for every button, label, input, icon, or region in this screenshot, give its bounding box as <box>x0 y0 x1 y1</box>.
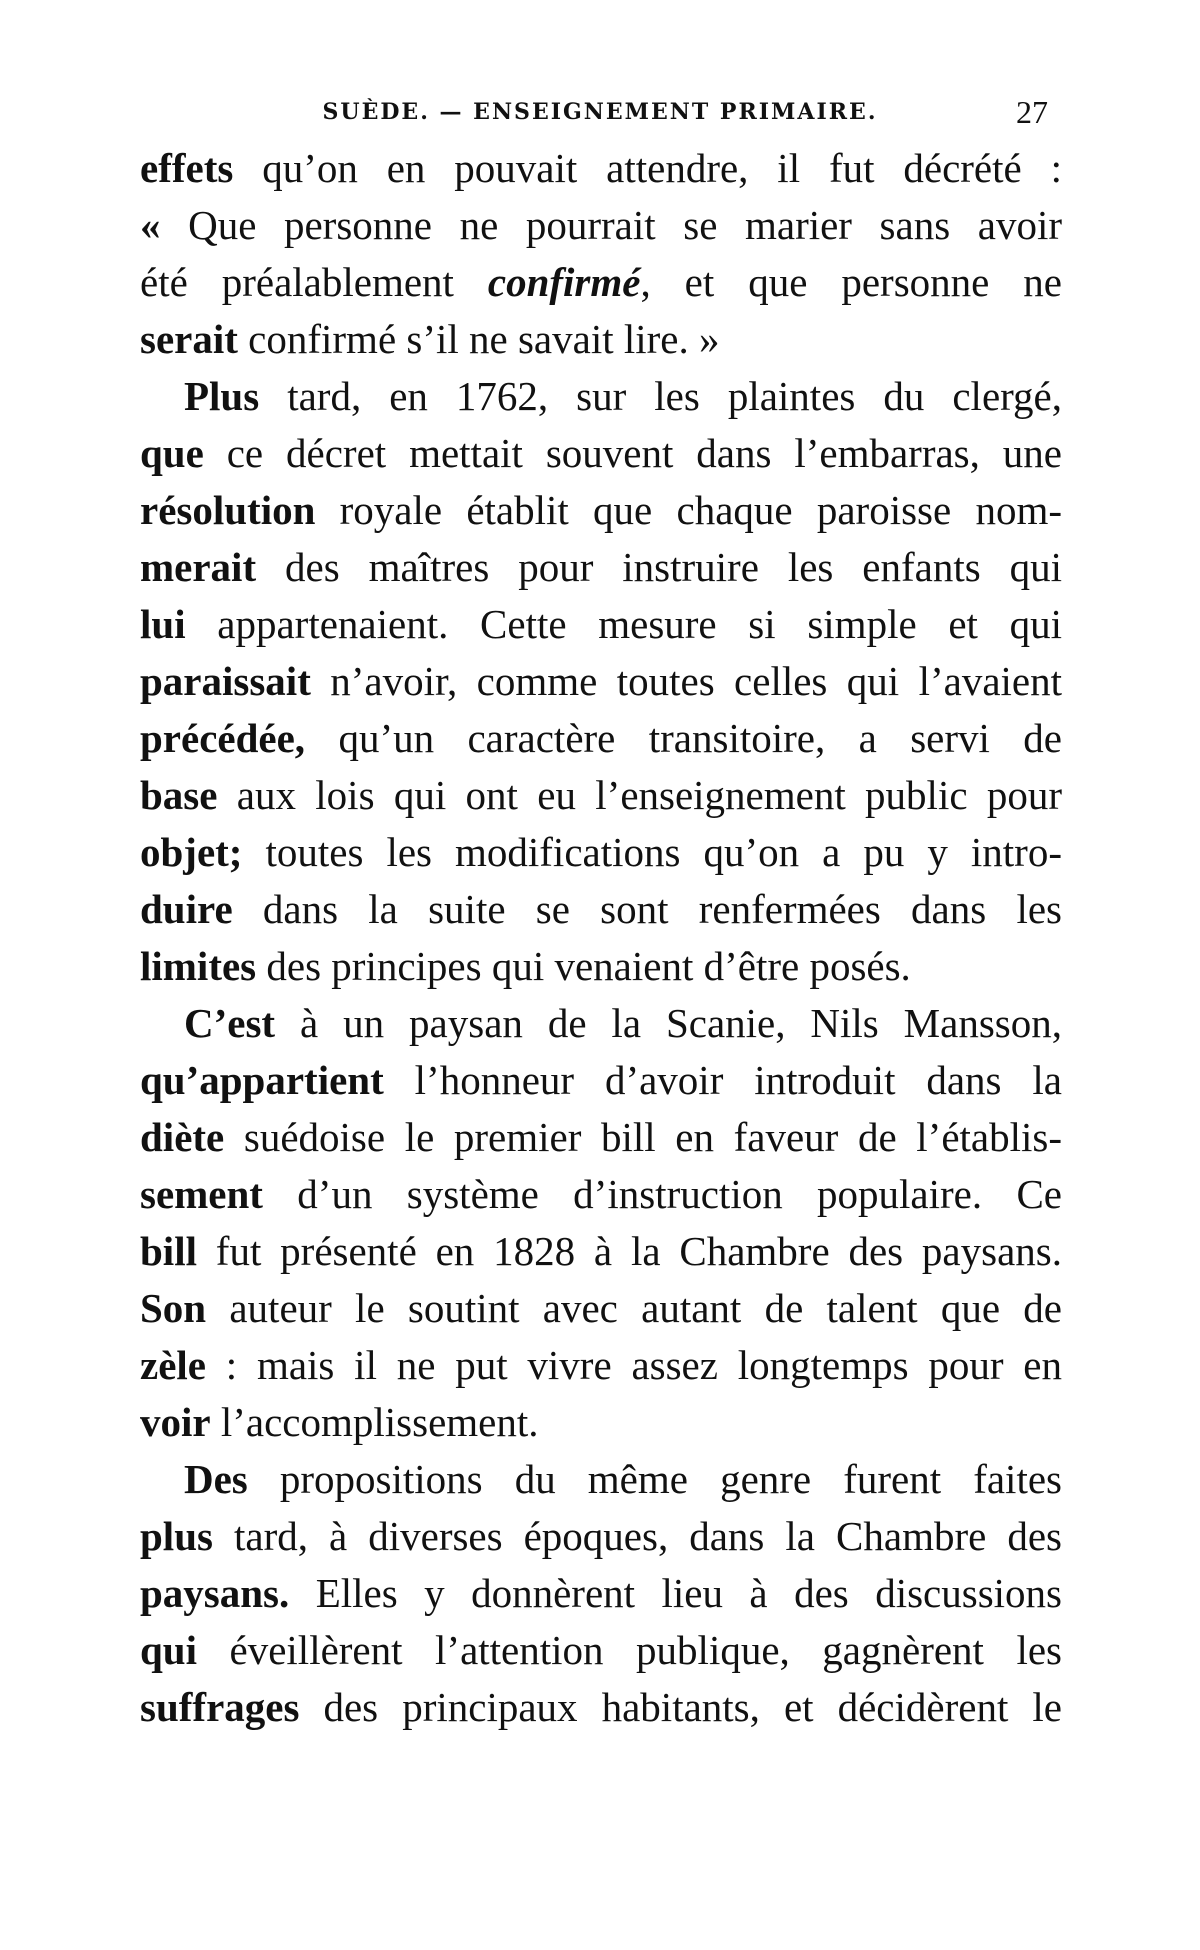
paragraph-start-line: C’est à un paysan de la Scanie, Nils Mansson, <box>184 1000 1062 1046</box>
text-line: paysans. Elles y donnèrent lieu à des discussions <box>140 1570 1062 1616</box>
paragraph-start-line: Des propositions du même genre furent faites <box>184 1456 1062 1502</box>
text-line: base aux lois qui ont eu l’enseignement public pour <box>140 772 1062 818</box>
text-line: bill fut présenté en 1828 à la Chambre des paysans. <box>140 1228 1062 1274</box>
text-line: que ce décret mettait souvent dans l’embarras, une <box>140 430 1062 476</box>
text-line: limites des principes qui venaient d’être posés. <box>140 943 911 989</box>
text-line: paraissait n’avoir, comme toutes celles qui l’avaient <box>140 658 1062 704</box>
text-line: suffrages des principaux habitants, et décidèrent le <box>140 1684 1062 1730</box>
body-text <box>140 140 1062 1736</box>
running-head <box>140 92 1060 132</box>
text-line: Son auteur le soutint avec autant de talent que de <box>140 1285 1062 1331</box>
text-line: zèle : mais il ne put vivre assez longtemps pour en <box>140 1342 1062 1388</box>
text-line: diète suédoise le premier bill en faveur de l’établis- <box>140 1114 1062 1160</box>
running-title: SUÈDE. — ENSEIGNEMENT PRIMAIRE. <box>322 99 878 125</box>
text-line: résolution royale établit que chaque paroisse nom- <box>140 487 1062 533</box>
text-line: sement d’un système d’instruction populaire. Ce <box>140 1171 1062 1217</box>
text-line: duire dans la suite se sont renfermées dans les <box>140 886 1062 932</box>
paragraph-start-line: Plus tard, en 1762, sur les plaintes du clergé, <box>184 373 1062 419</box>
text-line: précédée, qu’un caractère transitoire, a servi de <box>140 715 1062 761</box>
text-line: objet; toutes les modifications qu’on a pu y intro- <box>140 829 1062 875</box>
text-line: merait des maîtres pour instruire les enfants qui <box>140 544 1062 590</box>
text-line: plus tard, à diverses époques, dans la Chambre des <box>140 1513 1062 1559</box>
text-line: voir l’accomplissement. <box>140 1399 539 1445</box>
page-number: 27 <box>1016 94 1048 130</box>
text-line: serait confirmé s’il ne savait lire. » <box>140 316 720 362</box>
italic-word: confirmé <box>487 259 641 305</box>
text-line: « Que personne ne pourrait se marier sans avoir <box>140 202 1062 248</box>
text-line: été préalablement confirmé, et que personne ne <box>140 259 1062 305</box>
text-line: qui éveillèrent l’attention publique, gagnèrent les <box>140 1627 1062 1673</box>
text-line: lui appartenaient. Cette mesure si simple et qui <box>140 601 1062 647</box>
text-line: effets qu’on en pouvait attendre, il fut décrété : <box>140 145 1062 191</box>
text-line: qu’appartient l’honneur d’avoir introduit dans la <box>140 1057 1062 1103</box>
